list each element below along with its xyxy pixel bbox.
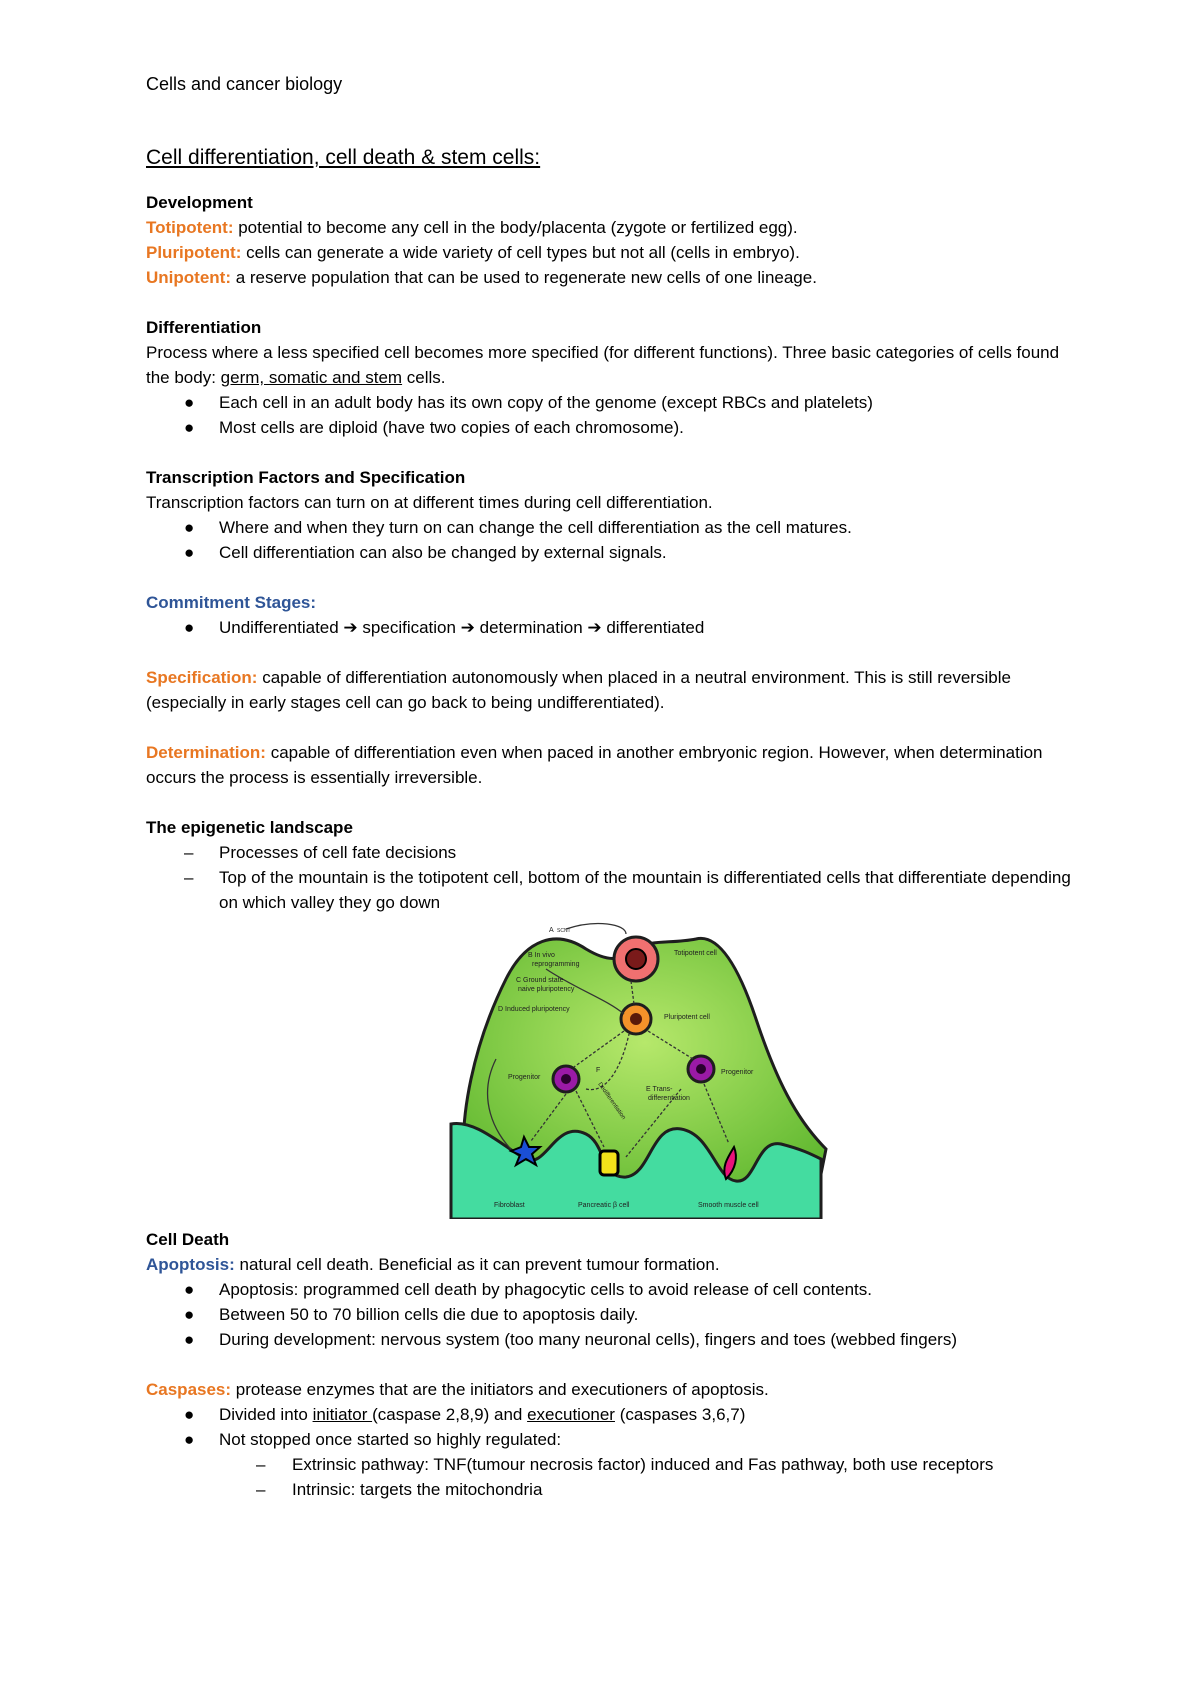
differentiation-heading: Differentiation bbox=[146, 318, 262, 337]
list-item-text: Cell differentiation can also be changed by external signals. bbox=[219, 543, 667, 562]
list-item bbox=[146, 415, 1076, 440]
specification-term: Specification: bbox=[146, 668, 258, 687]
bullet-marker: ● bbox=[184, 1280, 195, 1299]
dash-marker: – bbox=[184, 868, 194, 887]
totipotent-text: potential to become any cell in the body/placenta (zygote or fertilized egg). bbox=[233, 218, 798, 237]
list-item bbox=[146, 540, 1076, 565]
list-item bbox=[146, 1277, 1076, 1302]
caspases-text: protease enzymes that are the initiators and executioners of apoptosis. bbox=[231, 1380, 769, 1399]
list-item-text: Each cell in an adult body has its own copy of the genome (except RBCs and platelets) bbox=[219, 393, 873, 412]
list-item bbox=[146, 865, 1076, 915]
caspases-term: Caspases: bbox=[146, 1380, 232, 1399]
bullet-marker: ● bbox=[184, 393, 195, 412]
apoptosis-line bbox=[146, 1252, 1076, 1277]
label-pluripotent: Pluripotent cell bbox=[664, 1014, 710, 1021]
determination-text: capable of differentiation even when paced in another embryonic region. However, when determination occurs the process is essentially irreversible. bbox=[146, 743, 1043, 787]
bullet-marker: ● bbox=[184, 543, 195, 562]
label-f: F bbox=[596, 1067, 601, 1074]
epigenetic-landscape-diagram bbox=[436, 919, 846, 1219]
landscape-heading: The epigenetic landscape bbox=[146, 818, 353, 837]
specification-paragraph bbox=[146, 665, 1076, 715]
dash-marker: – bbox=[256, 1480, 266, 1499]
list-item-text: Intrinsic: targets the mitochondria bbox=[292, 1480, 543, 1499]
document-page bbox=[146, 72, 1076, 1502]
list-item-text: During development: nervous system (too many neuronal cells), fingers and toes (webbed fingers) bbox=[219, 1330, 957, 1349]
list-item bbox=[146, 1302, 1076, 1327]
caspases-line bbox=[146, 1377, 1076, 1402]
totipotent-term: Totipotent: bbox=[146, 218, 234, 237]
label-fibroblast: Fibroblast bbox=[494, 1202, 525, 1209]
cell-categories: germ, somatic and stem bbox=[220, 368, 403, 387]
bullet-marker: ● bbox=[184, 418, 195, 437]
list-item-text: Processes of cell fate decisions bbox=[219, 843, 457, 862]
caspase-division-text: Divided into bbox=[219, 1405, 313, 1424]
label-totipotent: Totipotent cell bbox=[674, 950, 717, 957]
differentiation-text-end: cells. bbox=[402, 368, 446, 387]
bullet-marker: ● bbox=[184, 1305, 195, 1324]
determination-paragraph bbox=[146, 740, 1076, 790]
unipotent-line bbox=[146, 265, 1076, 290]
label-smooth-muscle: Smooth muscle cell bbox=[698, 1202, 759, 1209]
bullet-marker: ● bbox=[184, 518, 195, 537]
label-d: D Induced pluripotency bbox=[498, 1006, 570, 1013]
pluripotent-line bbox=[146, 240, 1076, 265]
list-item bbox=[146, 1427, 1076, 1452]
label-progenitor-left: Progenitor bbox=[508, 1074, 541, 1081]
label-f2: Dedifferentiation bbox=[596, 1081, 627, 1121]
development-heading: Development bbox=[146, 193, 253, 212]
list-item bbox=[146, 515, 1076, 540]
transcription-paragraph: Transcription factors can turn on at different times during cell differentiation. bbox=[146, 493, 713, 512]
differentiation-paragraph bbox=[146, 340, 1076, 390]
label-e: E Trans- bbox=[646, 1086, 673, 1093]
list-item-text: Top of the mountain is the totipotent cell, bottom of the mountain is differentiated cells that differentiate depending on which valley they go down bbox=[219, 868, 1071, 912]
bullet-marker: ● bbox=[184, 1405, 195, 1424]
page-title: Cell differentiation, cell death & stem cells: bbox=[146, 146, 541, 169]
label-b: B In vivo bbox=[528, 952, 555, 959]
list-item bbox=[146, 1327, 1076, 1352]
list-item-text: Most cells are diploid (have two copies of each chromosome). bbox=[219, 418, 684, 437]
list-item bbox=[146, 390, 1076, 415]
transcription-heading: Transcription Factors and Specification bbox=[146, 468, 466, 487]
label-progenitor-right: Progenitor bbox=[721, 1069, 754, 1076]
dash-marker: – bbox=[256, 1455, 266, 1474]
totipotent-line bbox=[146, 215, 1076, 240]
list-item-text: Apoptosis: programmed cell death by phagocytic cells to avoid release of cell contents. bbox=[219, 1280, 872, 1299]
label-c2: naive pluripotency bbox=[518, 986, 575, 993]
unipotent-text: a reserve population that can be used to regenerate new cells of one lineage. bbox=[230, 268, 817, 287]
apoptosis-text: natural cell death. Beneficial as it can prevent tumour formation. bbox=[234, 1255, 720, 1274]
list-item bbox=[146, 840, 1076, 865]
list-item-text: Not stopped once started so highly regulated: bbox=[219, 1430, 562, 1449]
initiator-term: initiator bbox=[312, 1405, 373, 1424]
list-item bbox=[146, 615, 1076, 640]
bullet-marker: ● bbox=[184, 1330, 195, 1349]
sub-list-item bbox=[146, 1452, 1076, 1477]
specification-text: capable of differentiation autonomously when placed in a neutral environment. This is still reversible (especially in early stages cell can go back to being undifferentiated). bbox=[146, 668, 1011, 712]
pluripotent-term: Pluripotent: bbox=[146, 243, 242, 262]
pluripotent-text: cells can generate a wide variety of cell types but not all (cells in embryo). bbox=[241, 243, 800, 262]
list-item-text: Extrinsic pathway: TNF(tumour necrosis factor) induced and Fas pathway, both use receptors bbox=[292, 1455, 994, 1474]
executioner-list: (caspases 3,6,7) bbox=[614, 1405, 746, 1424]
list-item-text: Between 50 to 70 billion cells die due to apoptosis daily. bbox=[219, 1305, 639, 1324]
label-c: C Ground state bbox=[516, 977, 564, 984]
label-scnt: SCNT bbox=[557, 928, 571, 934]
unipotent-term: Unipotent: bbox=[146, 268, 231, 287]
bullet-marker: ● bbox=[184, 618, 195, 637]
executioner-term: executioner bbox=[527, 1405, 615, 1424]
list-item-text: Where and when they turn on can change the cell differentiation as the cell matures. bbox=[219, 518, 852, 537]
differentiation-text: Process where a less specified cell becomes more specified (for different functions). Three basic categories of cells found the body: bbox=[146, 343, 1060, 387]
cell-death-heading: Cell Death bbox=[146, 1230, 230, 1249]
commitment-stages-text: Undifferentiated ➔ specification ➔ determination ➔ differentiated bbox=[219, 618, 705, 637]
dash-marker: – bbox=[184, 843, 194, 862]
list-item bbox=[146, 1402, 1076, 1427]
sub-list-item bbox=[146, 1477, 1076, 1502]
page-header: Cells and cancer biology bbox=[146, 74, 343, 94]
label-pancreatic: Pancreatic β cell bbox=[578, 1202, 630, 1209]
initiator-list: (caspase 2,8,9) and bbox=[372, 1405, 528, 1424]
pancreatic-cell-icon bbox=[600, 1151, 618, 1175]
apoptosis-term: Apoptosis: bbox=[146, 1255, 235, 1274]
label-b2: reprogramming bbox=[532, 961, 580, 968]
bullet-marker: ● bbox=[184, 1430, 195, 1449]
determination-term: Determination: bbox=[146, 743, 266, 762]
label-e2: differentiation bbox=[648, 1095, 690, 1102]
label-a: A bbox=[549, 927, 554, 934]
commitment-heading: Commitment Stages: bbox=[146, 593, 317, 612]
